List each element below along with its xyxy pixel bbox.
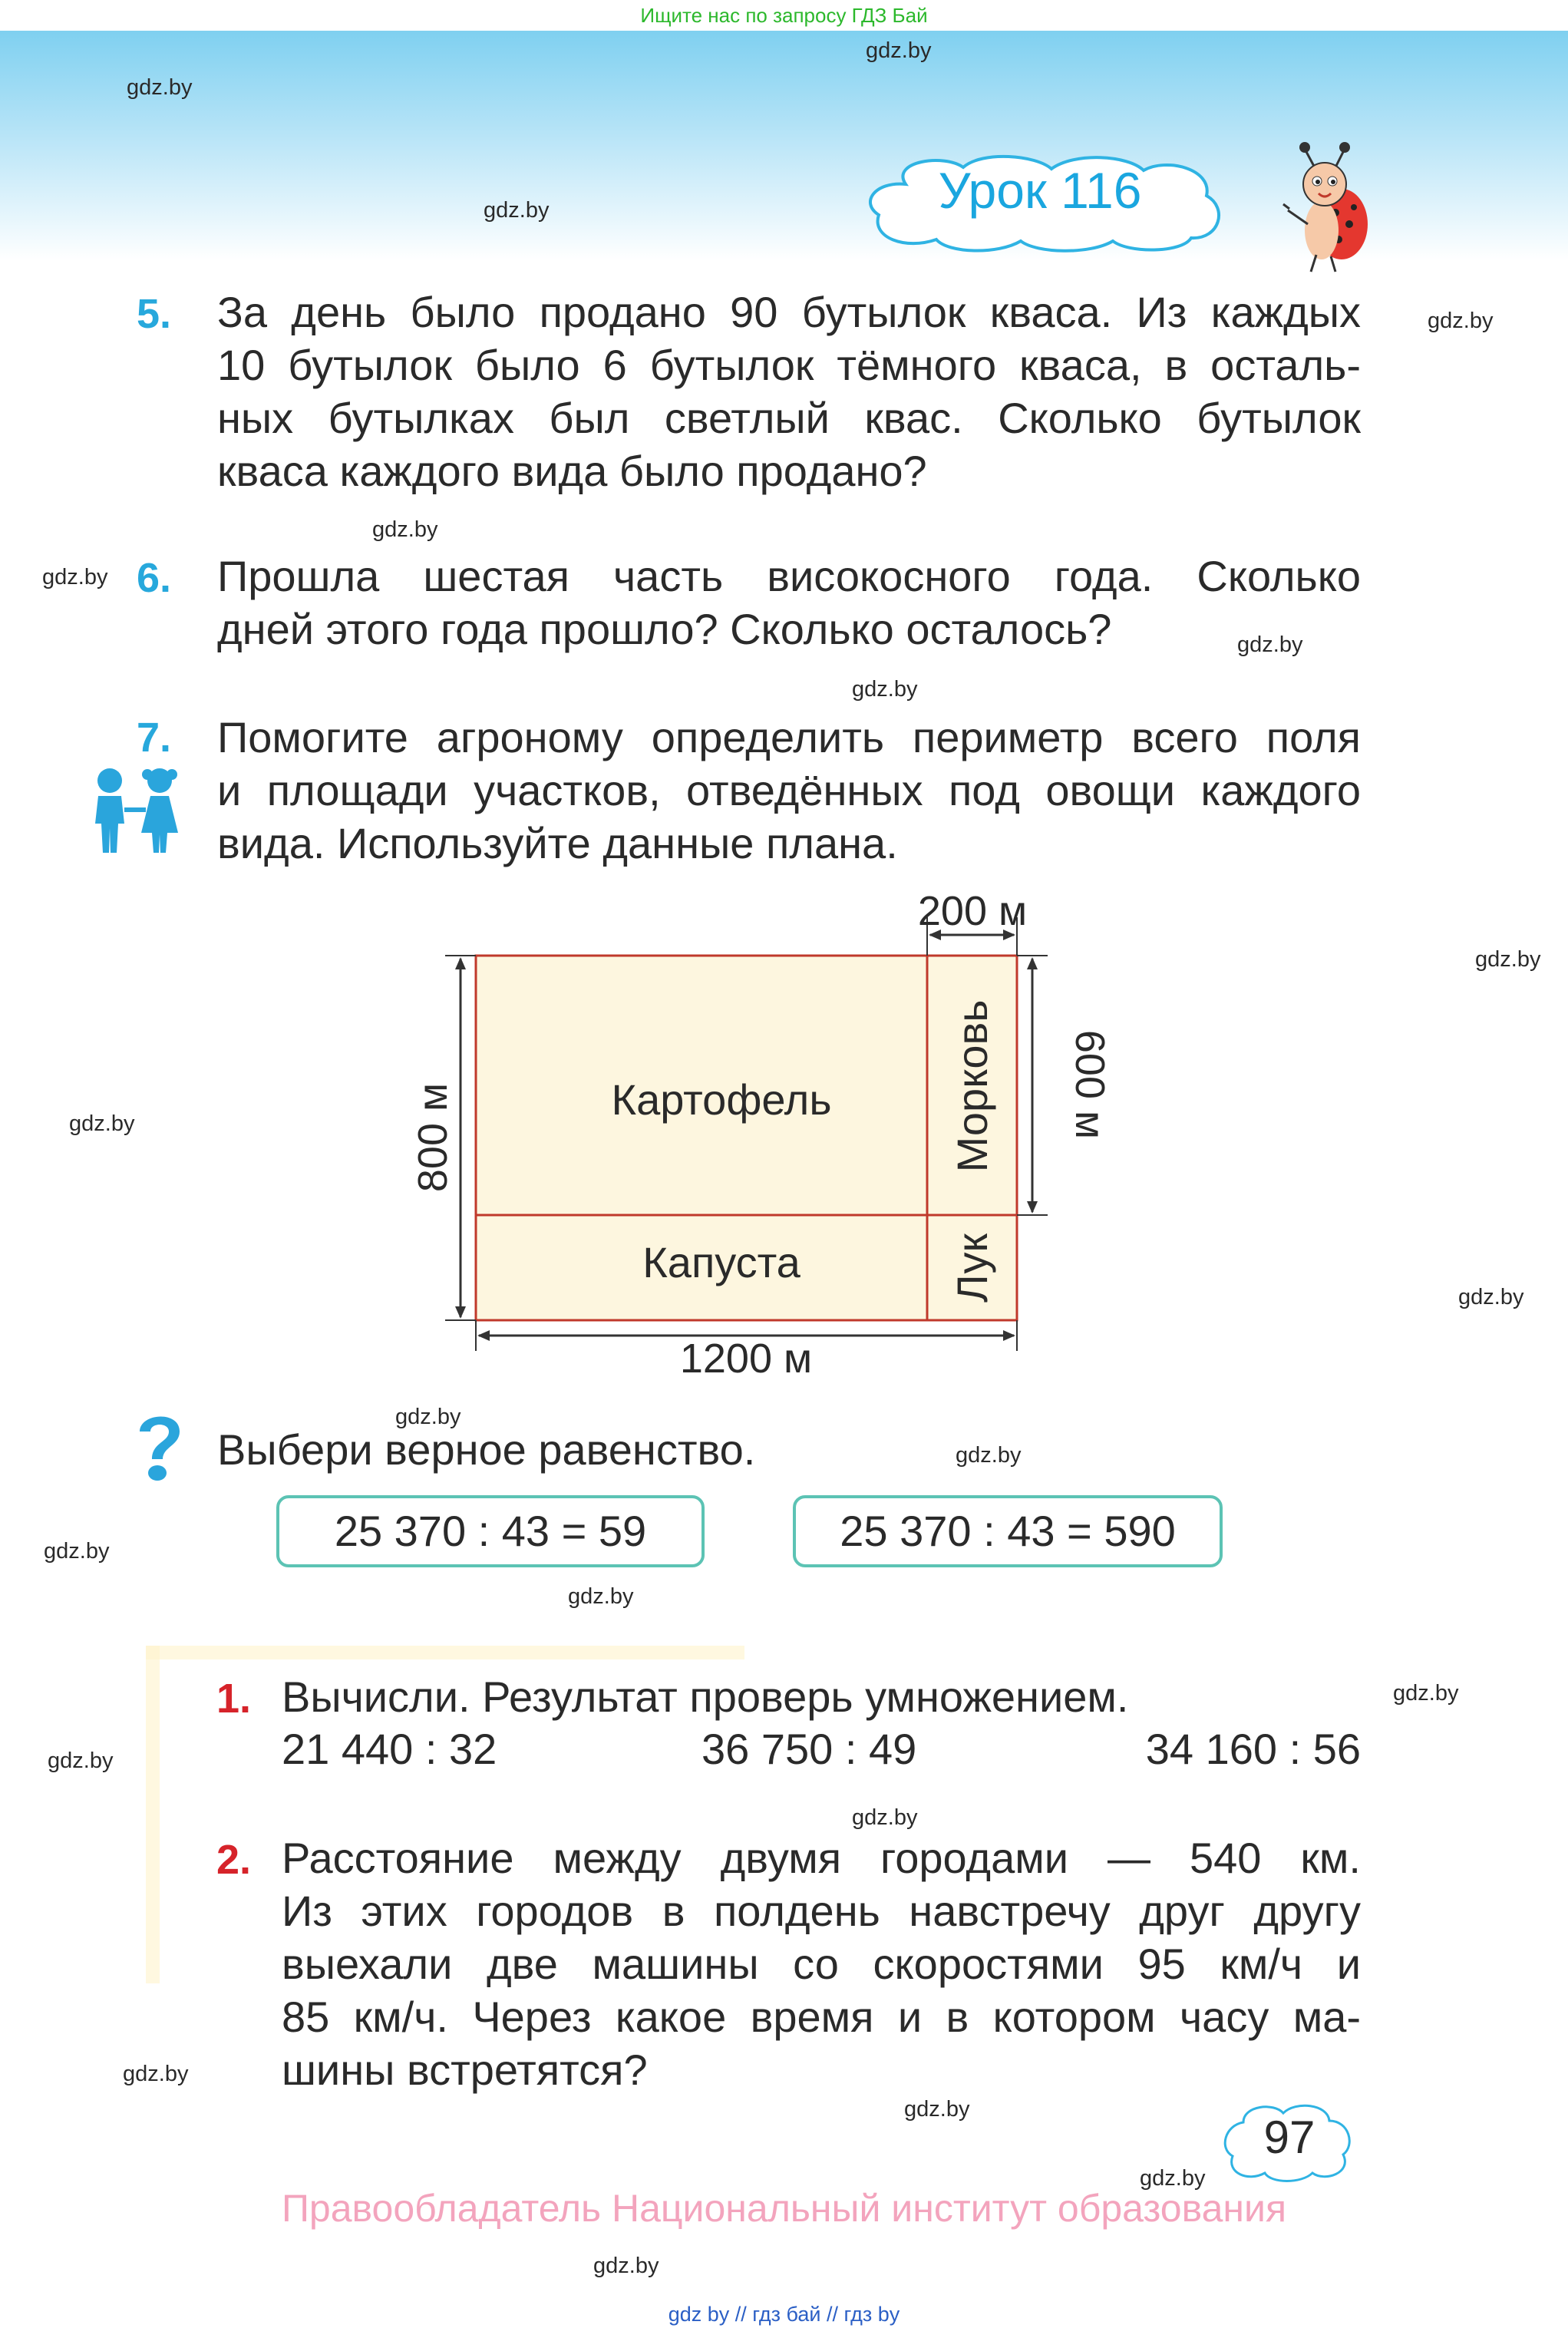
task-6-line: Прошла шестая часть високосного года. Сколько — [217, 552, 1361, 600]
task-6-number: 6. — [137, 555, 172, 601]
exercise-2-line: Расстояние между двумя городами — 540 км. — [282, 1834, 1361, 1882]
region-cabbage-label: Капуста — [642, 1238, 801, 1286]
watermark: gdz.by — [904, 2097, 970, 2122]
watermark: gdz.by — [1458, 1285, 1524, 1309]
equation-option-2[interactable]: 25 370 : 43 = 590 — [793, 1495, 1223, 1567]
watermark: gdz.by — [568, 1584, 634, 1609]
task-5-line: 10 бутылок было 6 бутылок тёмного кваса, в осталь- — [217, 341, 1361, 389]
watermark: gdz.by — [44, 1539, 110, 1564]
task-5-line: За день было продано 90 бутылок кваса. Из каждых — [217, 288, 1361, 336]
division-item: 36 750 : 49 — [701, 1725, 917, 1773]
exercise-2-line: Из этих городов в полдень навстречу друг другу — [282, 1887, 1361, 1935]
field-plan-diagram — [399, 883, 1113, 1405]
equation-option-1[interactable]: 25 370 : 43 = 59 — [276, 1495, 705, 1567]
task-5-number: 5. — [137, 291, 172, 337]
watermark: gdz.by — [866, 38, 932, 63]
region-onion-label: Лук — [948, 1233, 996, 1303]
region-potato-label: Картофель — [611, 1075, 832, 1124]
task-7-number: 7. — [137, 715, 172, 761]
division-item: 34 160 : 56 — [1145, 1725, 1361, 1773]
exercise-1-items — [282, 1724, 1361, 1778]
exercise-1-number: 1. — [216, 1676, 252, 1722]
pair-work-icon — [83, 764, 190, 856]
watermark: gdz.by — [852, 677, 918, 702]
footer-links[interactable]: gdz by // гдз бай // гдз by — [668, 2303, 900, 2326]
dim-label-left: 800 м — [410, 1082, 456, 1193]
question-text: Выбери верное равенство. — [217, 1425, 756, 1474]
ladybug-mascot-icon — [1274, 140, 1374, 278]
dim-label-right: 600 м — [1067, 1029, 1113, 1140]
task-5-text — [217, 286, 1361, 497]
task-5-line: ных бутылках был светлый квас. Сколько бутылок — [217, 394, 1361, 442]
watermark: gdz.by — [48, 1749, 114, 1773]
dim-label-bottom: 1200 м — [679, 1336, 813, 1382]
task-6-text — [217, 550, 1361, 655]
exercise-2-line: выехали две машины со скоростями 95 км/ч и — [282, 1940, 1361, 1988]
watermark: gdz.by — [372, 517, 438, 542]
watermark: gdz.by — [1428, 309, 1494, 333]
exercise-2-text — [282, 1831, 1361, 2096]
watermark: gdz.by — [956, 1443, 1022, 1468]
exercise-2-line: 85 км/ч. Через какое время и в котором часу ма- — [282, 1993, 1361, 2041]
watermark: gdz.by — [484, 198, 550, 223]
watermark: gdz.by — [1140, 2166, 1206, 2191]
exercise-2-number: 2. — [216, 1837, 252, 1883]
watermark: gdz.by — [593, 2254, 659, 2278]
task-6-line: дней этого года прошло? Сколько осталось? — [217, 605, 1112, 653]
question-mark-icon — [132, 1408, 187, 1485]
division-item: 21 440 : 32 — [282, 1725, 497, 1773]
watermark: gdz.by — [1393, 1681, 1459, 1706]
task-7-text — [217, 711, 1361, 870]
region-carrot-label: Морковь — [948, 999, 996, 1173]
copyright-notice: Правообладатель Национальный институт образования — [281, 2187, 1287, 2230]
watermark: gdz.by — [1237, 632, 1303, 657]
page-number: 97 — [1263, 2112, 1315, 2163]
watermark: gdz.by — [42, 565, 108, 589]
lesson-title: Урок 116 — [938, 162, 1142, 219]
watermark: gdz.by — [1475, 947, 1541, 972]
exercise-2-line: шины встретятся? — [282, 2046, 648, 2094]
task-7-line: и площади участков, отведённых под овощи каждого — [217, 766, 1361, 814]
watermark: gdz.by — [69, 1111, 135, 1136]
watermark: gdz.by — [852, 1805, 918, 1830]
task-7-line: вида. Используйте данные плана. — [217, 819, 898, 867]
top-search-banner[interactable]: Ищите нас по запросу ГДЗ Бай — [640, 4, 928, 27]
watermark: gdz.by — [123, 2062, 189, 2086]
task-5-line: кваса каждого вида было продано? — [217, 447, 927, 495]
watermark: gdz.by — [127, 75, 193, 100]
watermark: gdz.by — [395, 1405, 461, 1429]
dim-label-top: 200 м — [917, 888, 1028, 934]
task-7-line: Помогите агроному определить периметр всего поля — [217, 713, 1361, 761]
exercise-1-text: Вычисли. Результат проверь умножением. — [282, 1673, 1129, 1721]
